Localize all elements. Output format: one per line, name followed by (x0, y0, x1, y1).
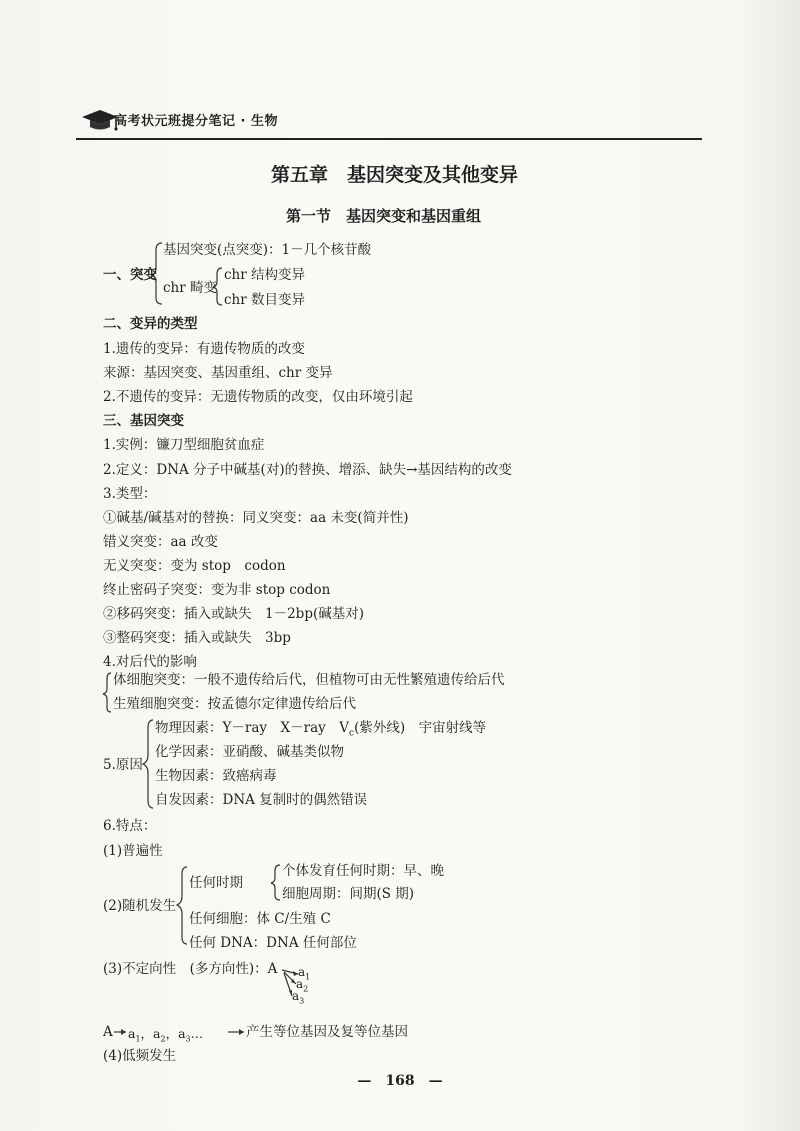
low-frequency-line: (4)低频发生 (103, 1048, 177, 1064)
page-number: — 168 — (357, 1073, 443, 1089)
inframe-line: ③整码突变：插入或缺失 3bp (103, 630, 291, 646)
sources-line: 来源：基因突变、基因重组、chr 变异 (103, 365, 333, 381)
somatic-line: 体细胞突变：一般不遗传给后代，但植物可由无性繁殖遗传给后代 (113, 672, 505, 688)
any-cell-line: 任何细胞：体 C/生殖 C (189, 911, 331, 927)
chemical-cause-line: 化学因素：亚硝酸、碱基类似物 (155, 744, 344, 760)
allele-a1: $a_1$ (298, 965, 311, 982)
heritable-line: 1.遗传的变异：有遗传物质的改变 (103, 341, 305, 357)
allele-a2: $a_2$ (296, 977, 309, 994)
types-heading: 二、变异的类型 (103, 316, 198, 332)
substitution-line: ①碱基/碱基对的替换：同义突变：aa 未变(简并性) (103, 510, 409, 526)
definition-line: 2.定义：DNA 分子中碱基(对)的替换、增添、缺失→基因结构的改变 (103, 462, 512, 478)
germline-line: 生殖细胞突变：按孟德尔定律遗传给后代 (113, 696, 356, 712)
allele-series: $a_1$，$a_2$，$a_3\dots$ (128, 1026, 204, 1044)
nonsense-line: 无义突变：变为 stop codon (103, 558, 286, 574)
allele-a3: $a_3$ (292, 989, 305, 1006)
allele-result-line: 产生等位基因及复等位基因 (246, 1024, 408, 1040)
physical-cause-line: 物理因素：Y－ray X－ray $V_c$(紫外线) 宇宙射线等 (155, 720, 487, 739)
section-title: 第一节 基因突变和基因重组 (286, 207, 482, 225)
random-label: (2)随机发生 (103, 898, 177, 914)
header-title: 高考状元班提分笔记 · 生物 (114, 114, 278, 129)
causes-label: 5.原因 (103, 757, 143, 773)
gene-mutation-heading: 三、基因突变 (103, 413, 184, 429)
chr-structure-line: chr 结构变异 (224, 267, 305, 283)
mutation-label: 一、突变 (103, 267, 157, 283)
missense-line: 错义突变：aa 改变 (103, 534, 218, 550)
gene-mutation-line: 基因突变(点突变)：1－几个核苷酸 (163, 242, 372, 258)
any-time-label: 任何时期 (189, 875, 243, 891)
chapter-title: 第五章 基因突变及其他变异 (271, 164, 519, 186)
chr-aberration-label: chr 畸变 (163, 280, 217, 296)
any-dna-line: 任何 DNA：DNA 任何部位 (189, 935, 357, 951)
undirected-line: (3)不定向性 (多方向性)：A (103, 961, 278, 977)
biological-cause-line: 生物因素：致癌病毒 (155, 768, 277, 784)
types-label: 3.类型： (103, 486, 157, 502)
chr-number-line: chr 数目变异 (224, 292, 305, 308)
frameshift-line: ②移码突变：插入或缺失 1－2bp(碱基对) (103, 606, 364, 622)
effect-label: 4.对后代的影响 (103, 654, 197, 670)
features-label: 6.特点： (103, 818, 157, 834)
spontaneous-cause-line: 自发因素：DNA 复制时的偶然错误 (155, 792, 368, 808)
cell-cycle-line: 细胞周期：间期(S 期) (282, 886, 415, 902)
universality-line: (1)普遍性 (103, 843, 163, 859)
allele-line-start: A (103, 1024, 113, 1040)
example-line: 1.实例：镰刀型细胞贫血症 (103, 437, 265, 453)
non-heritable-line: 2.不遗传的变异：无遗传物质的改变，仅由环境引起 (103, 389, 413, 405)
any-development-line: 个体发育任何时期：早、晚 (282, 863, 444, 879)
stop-codon-line: 终止密码子突变：变为非 stop codon (103, 582, 331, 598)
